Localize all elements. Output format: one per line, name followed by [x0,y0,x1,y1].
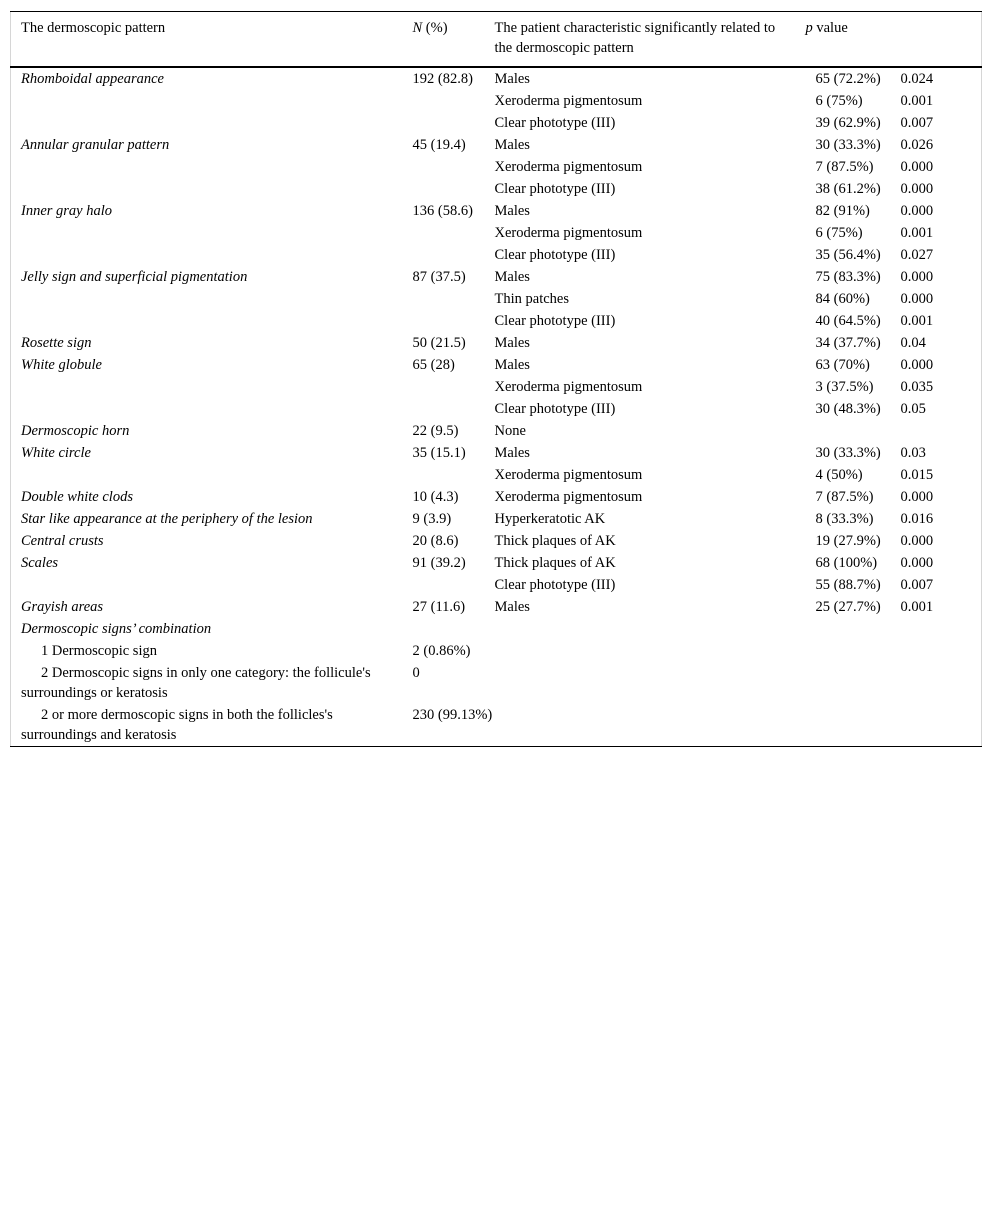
combination-label: 1 Dermoscopic sign [41,643,157,659]
header-n-unit: (%) [422,20,448,36]
n-percent-cell [403,156,485,178]
table-row [11,398,982,420]
pattern-cell [11,288,403,310]
pattern-cell: Central crusts [21,533,104,549]
p-value-cell: 0.000 [900,533,934,549]
pattern-cell [11,178,403,200]
pattern-cell [11,244,403,266]
characteristic-cell: Hyperkeratotic AK [494,511,606,527]
table-row [11,178,982,200]
header-p-value [806,12,982,68]
p-value-cell: 0.016 [900,511,934,527]
n-percent-cell [403,90,485,112]
n-percent-cell: 87 (37.5) [412,269,466,285]
pattern-cell [11,156,403,178]
p-value-cell: 0.015 [900,467,934,483]
table-row [11,596,982,618]
characteristic-cell: Clear phototype (III) [494,401,616,417]
combination-heading-row [11,618,982,640]
n-percent-cell: 91 (39.2) [412,555,466,571]
pattern-cell: Rosette sign [21,335,92,351]
table-row [11,508,982,530]
characteristic-value-cell: 30 (48.3%) [815,401,881,417]
pattern-cell [11,398,403,420]
characteristic-cell: Clear phototype (III) [494,115,616,131]
combination-heading: Dermoscopic signs’ combination [21,621,212,637]
p-value-cell: 0.000 [900,269,934,285]
table-row [11,200,982,222]
characteristic-cell: Xeroderma pigmentosum [494,379,643,395]
combination-label: 2 or more dermoscopic signs in both the follicles's surroundings and keratosis [21,707,333,743]
characteristic-cell: Xeroderma pigmentosum [494,93,643,109]
header-n [403,12,485,68]
table-row [11,90,982,112]
characteristic-value-cell: 7 (87.5%) [815,159,874,175]
n-percent-cell [403,222,485,244]
characteristic-cell: Males [494,599,530,615]
characteristic-value-cell: 19 (27.9%) [815,533,881,549]
pattern-cell [11,222,403,244]
n-percent-cell: 65 (28) [412,357,455,373]
characteristic-value-cell: 63 (70%) [815,357,870,373]
characteristic-value-cell: 75 (83.3%) [815,269,881,285]
table-row [11,442,982,464]
pattern-cell: Annular granular pattern [21,137,170,153]
table-row [11,156,982,178]
table-row [11,222,982,244]
characteristic-value-cell: 39 (62.9%) [815,115,881,131]
characteristic-value-cell: 8 (33.3%) [815,511,874,527]
pattern-cell [11,376,403,398]
p-value-cell: 0.000 [900,357,934,373]
characteristic-value-cell: 30 (33.3%) [815,445,881,461]
combination-value: 2 (0.86%) [412,643,471,659]
p-value-cell: 0.001 [900,313,934,329]
n-percent-cell [403,244,485,266]
characteristic-value-cell: 35 (56.4%) [815,247,881,263]
pattern-cell: Scales [21,555,59,571]
pattern-cell [11,574,403,596]
characteristic-value-cell: 4 (50%) [815,467,863,483]
characteristic-cell: Clear phototype (III) [494,577,616,593]
characteristic-cell: Males [494,445,530,461]
pattern-cell [11,464,403,486]
n-percent-cell [403,464,485,486]
characteristic-cell: Xeroderma pigmentosum [494,489,643,505]
p-value-cell: 0.027 [900,247,934,263]
p-value-cell: 0.04 [900,335,926,351]
table-row [11,574,982,596]
characteristic-cell: Xeroderma pigmentosum [494,467,643,483]
combination-value: 0 [412,665,420,681]
table-row [11,332,982,354]
table-row [11,354,982,376]
pattern-cell [11,310,403,332]
header-n-symbol: N [412,20,423,36]
p-value-cell: 0.024 [900,71,934,87]
characteristic-value-cell: 38 (61.2%) [815,181,881,197]
table-row [11,486,982,508]
n-percent-cell: 22 (9.5) [412,423,459,439]
n-percent-cell: 35 (15.1) [412,445,466,461]
characteristic-value-cell: 55 (88.7%) [815,577,881,593]
p-value-cell: 0.007 [900,577,934,593]
p-value-cell: 0.007 [900,115,934,131]
pattern-cell: Dermoscopic horn [21,423,130,439]
p-value-cell: 0.001 [900,93,934,109]
p-value-cell: 0.000 [900,181,934,197]
table-body [11,67,982,747]
n-percent-cell: 27 (11.6) [412,599,466,615]
pattern-cell: Grayish areas [21,599,104,615]
characteristic-cell: Clear phototype (III) [494,181,616,197]
n-percent-cell [403,310,485,332]
p-value-cell: 0.001 [900,599,934,615]
n-percent-cell [403,288,485,310]
pattern-cell: Rhomboidal appearance [21,71,164,87]
characteristic-value-cell: 30 (33.3%) [815,137,881,153]
combination-label: 2 Dermoscopic signs in only one category: the follicule's surroundings or keratosis [21,665,371,701]
characteristic-cell: Males [494,71,530,87]
table-row [11,310,982,332]
header-p-symbol: p [805,20,813,36]
table-row [11,464,982,486]
characteristic-value-cell: 7 (87.5%) [815,489,874,505]
header-characteristic: The patient characteristic significantly related to the dermoscopic pattern [494,20,776,56]
characteristic-cell: Males [494,203,530,219]
table-row [11,376,982,398]
characteristic-value-cell [806,420,901,442]
characteristic-cell: Thick plaques of AK [494,533,616,549]
table-row [11,530,982,552]
n-percent-cell: 9 (3.9) [412,511,452,527]
combination-value: 230 (99.13%) [412,707,493,723]
combination-row [11,662,982,704]
characteristic-value-cell: 25 (27.7%) [815,599,881,615]
n-percent-cell [403,574,485,596]
characteristic-value-cell: 6 (75%) [815,225,863,241]
n-percent-cell: 45 (19.4) [412,137,466,153]
table-row [11,288,982,310]
p-value-cell: 0.03 [900,445,926,461]
p-value-cell: 0.001 [900,225,934,241]
pattern-cell [11,90,403,112]
n-percent-cell [403,398,485,420]
pattern-cell: White circle [21,445,91,461]
combination-row [11,640,982,662]
characteristic-cell: Thick plaques of AK [494,555,616,571]
characteristic-value-cell: 82 (91%) [815,203,870,219]
pattern-cell [11,112,403,134]
characteristic-cell: Clear phototype (III) [494,313,616,329]
n-percent-cell: 50 (21.5) [412,335,466,351]
table-row [11,420,982,442]
p-value-cell: 0.000 [900,555,934,571]
p-value-cell: 0.000 [900,159,934,175]
n-percent-cell: 136 (58.6) [412,203,473,219]
table-row [11,552,982,574]
combination-row [11,704,982,747]
pattern-cell: White globule [21,357,102,373]
table-row [11,134,982,156]
p-value-cell: 0.026 [900,137,934,153]
header-p-unit: value [812,20,848,36]
characteristic-cell: Xeroderma pigmentosum [494,159,643,175]
header-pattern: The dermoscopic pattern [21,20,166,36]
pattern-cell: Jelly sign and superficial pigmentation [21,269,248,285]
table-row [11,112,982,134]
p-value-cell [901,420,982,442]
characteristic-value-cell: 65 (72.2%) [815,71,881,87]
characteristic-cell: Males [494,137,530,153]
characteristic-cell: Xeroderma pigmentosum [494,225,643,241]
p-value-cell: 0.05 [900,401,926,417]
p-value-cell: 0.000 [900,489,934,505]
characteristic-value-cell: 40 (64.5%) [815,313,881,329]
characteristic-value-cell: 3 (37.5%) [815,379,874,395]
n-percent-cell [403,376,485,398]
pattern-cell: Star like appearance at the periphery of the lesion [21,511,313,527]
characteristic-cell: Males [494,357,530,373]
n-percent-cell [403,178,485,200]
n-percent-cell: 10 (4.3) [412,489,459,505]
n-percent-cell: 20 (8.6) [412,533,459,549]
characteristic-cell: Males [494,269,530,285]
characteristic-value-cell: 68 (100%) [815,555,878,571]
table-row [11,244,982,266]
characteristic-cell: Clear phototype (III) [494,247,616,263]
characteristic-value-cell: 84 (60%) [815,291,870,307]
p-value-cell: 0.000 [900,203,934,219]
characteristic-cell: Males [494,335,530,351]
characteristic-value-cell: 34 (37.7%) [815,335,881,351]
pattern-cell: Inner gray halo [21,203,113,219]
characteristic-cell: None [494,423,526,439]
dermoscopic-pattern-table [10,11,982,747]
characteristic-cell: Thin patches [494,291,569,307]
n-percent-cell: 192 (82.8) [412,71,473,87]
p-value-cell: 0.000 [900,291,934,307]
table-row [11,266,982,288]
characteristic-value-cell: 6 (75%) [815,93,863,109]
n-percent-cell [403,112,485,134]
table-header-row [11,12,982,68]
table-row [11,67,982,90]
p-value-cell: 0.035 [900,379,934,395]
pattern-cell: Double white clods [21,489,133,505]
